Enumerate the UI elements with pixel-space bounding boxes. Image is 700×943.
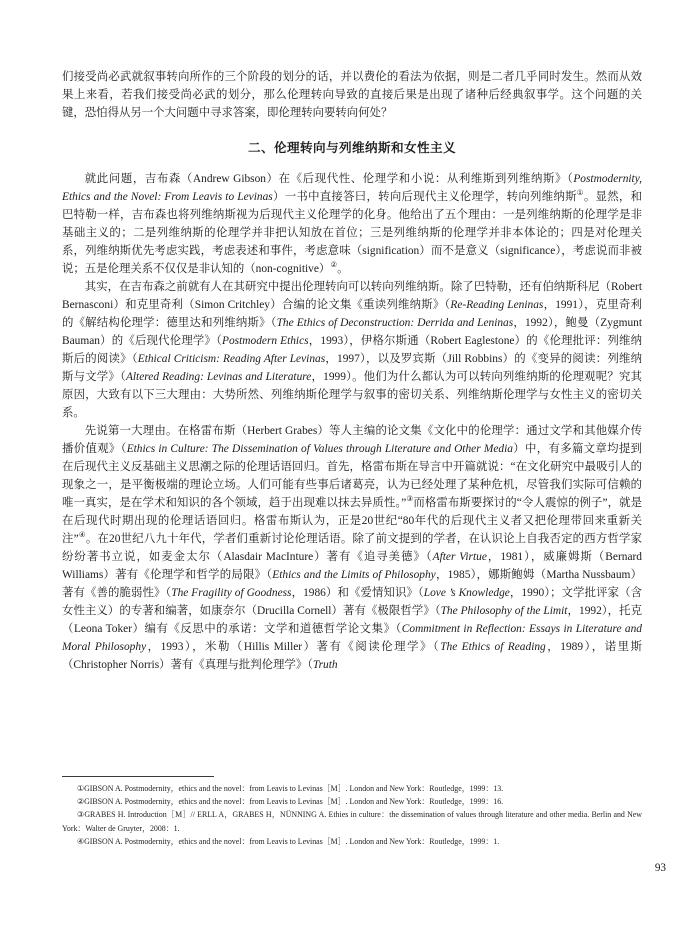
paragraph-before-gibson: 其实，在吉布森之前就有人在其研究中提出伦理转向可以转向列维纳斯。除了巴特勒，还有伯纳斯科尼（Robert Bernasconi）和克里奇利（Simon Critchley）合编的论文集《重读列维纳斯》（Re-Reading Leninas，1991），克里奇利的《解结构伦理学：德里达和列维纳斯》（The Ethics of Deconstruction: Derrida and Leninas，1992），鲍曼（Zygmunt Bauman）的《后现代伦理学》（Postmodern Ethics，1993），伊格尔斯通（Robert Eaglestone）的《伦理批评：列维纳斯后的阅读》（Ethical Criticism: Reading After Levinas，1997），以及罗宾斯（Jill Robbins）的《变异的阅读：列维纳斯与文学》（Altered Reading: Levinas and Literature，1999）。他们为什么都认为可以转向列维纳斯的伦理观呢？究其原因，大致有以下三大理由：大势所然、列维纳斯伦理学与叙事的密切关系、列维纳斯伦理学与女性主义的密切关系。 — [62, 281, 643, 419]
footnote-marker: ② — [77, 797, 85, 807]
paragraph-gibson: 就此问题，吉布森（Andrew Gibson）在《后现代性、伦理学和小说：从利维斯到列维纳斯》（Postmodernity, Ethics and the Novel: From Leavis to Levinas）一书中直接答曰，转向后现代主义伦理学，转向列维纳斯①。显然，和巴特勒一样，吉布森也将列维纳斯视为后现代主义伦理学的化身。他给出了五个理由：一是列维纳斯的伦理学是非基础主义的；二是列维纳斯的伦理学并非把认知放在首位；三是列维纳斯的伦理学并非本体论的；四是对伦理关系，列维纳斯优先考虑实践，考虑表述和事件，考虑意味（signification）而不是意义（significance），考虑说而非被说；五是伦理关系不仅仅是非认知的（non-cognitive）②。 — [62, 173, 642, 275]
section-heading: 二、伦理转向与列维纳斯和女性主义 — [248, 141, 456, 155]
footnote-item — [62, 808, 642, 834]
footnote-separator-rule — [62, 776, 214, 777]
paragraph-grabes: 先说第一大理由。在格雷布斯（Herbert Grabes）等人主编的论文集《文化中的伦理学：通过文学和其他媒介传播价值观》（Ethics in Culture: The Dissemination of Values through Literature and Other Media）中，有多篇文章均提到在后现代主义反基础主义思潮之际的伦理话语回归。首先，格雷布斯在导言中开篇就说：“在文化研究中最吸引人的现象之一，是平衡极端的理论立场。人们可能有些事后诸葛亮，认为已经处理了某种危机，尽管我们实际可信赖的唯一真实，是在学术和知识的各个领域，趋于出现难以抹去异质性。”③而格雷布斯要探讨的“令人震惊的例子”，就是在后现代时期出现的伦理话语回归。格雷布斯认为，正是20世纪“80年代的后现代主义者又把伦理带回来重新关注”④。在20世纪八九十年代，学者们重新讨论伦理话语。除了前文提到的学者，在认识论上自我否定的西方哲学家纷纷著书立说，如麦金太尔（Alasdair MacInture）著有《追寻美德》（After Virtue，1981），威廉姆斯（Bernard Williams）著有《伦理学和哲学的局限》（Ethics and the Limits of Philosophy，1985），娜斯鲍姆（Martha Nussbaum）著有《善的脆弱性》（The Fragility of Goodness，1986）和《爱情知识》（Love ’s Knowledge，1990）；文学批评家（含女性主义）的专著和编著，如康奈尔（Drucilla Cornell）著有《极限哲学》（The Philosophy of the Limit，1992），托克（Leona Toker）编有《反思中的承诺：文学和道德哲学论文集》（Commitment in Reflection: Essays in Literature and Moral Philosophy，1993），米勒（Hillis Miller）著有《阅读伦理学》（The Ethics of Reading，1989），诺里斯（Christopher Norris）著有《真理与批判伦理学》（Truth — [62, 425, 643, 671]
footnote-text: GIBSON A. Postmodernity，ethics and the novel：from Leavis to Levinas［M］. London and New York：Routledge，1999：1. — [84, 836, 500, 846]
footnote-item — [62, 835, 642, 848]
footnote-item — [62, 782, 642, 795]
article-body — [62, 68, 642, 674]
footnote-text: GIBSON A. Postmodernity，ethics and the novel：from Leavis to Levinas［M］. London and New York：Routledge，1999：13. — [84, 784, 504, 793]
footnote-text: GIBSON A. Postmodernity，ethics and the novel：from Leavis to Levinas［M］. London and New York：Routledge，1999：16. — [84, 797, 504, 807]
paragraph-intro-continued: 们接受尚必武就叙事转向所作的三个阶段的划分的话，并以费伦的看法为依据，则是二者几乎同时发生。然而从效果上来看，若我们接受尚必武的划分，那么伦理转向导致的直接后果是出现了诸种后经典叙事学。这个问题的关键，恐怕得从另一个大问题中寻求答案，即伦理转向要转向何处？ — [62, 71, 642, 119]
footnote-text: GRABES H. Introduction［M］// ERLL A，GRABES H，NÜNNING A. Ethies in culture：the dissemination of values through literature and other media. Berlin and New York：Walter de Gruyter，2008：1. — [62, 810, 642, 833]
footnote-marker: ① — [77, 784, 85, 793]
footnote-section — [62, 776, 642, 848]
page-number: 93 — [654, 862, 666, 874]
footnote-item — [62, 795, 642, 808]
footnote-marker: ④ — [77, 836, 85, 846]
footnote-marker: ③ — [77, 810, 85, 820]
